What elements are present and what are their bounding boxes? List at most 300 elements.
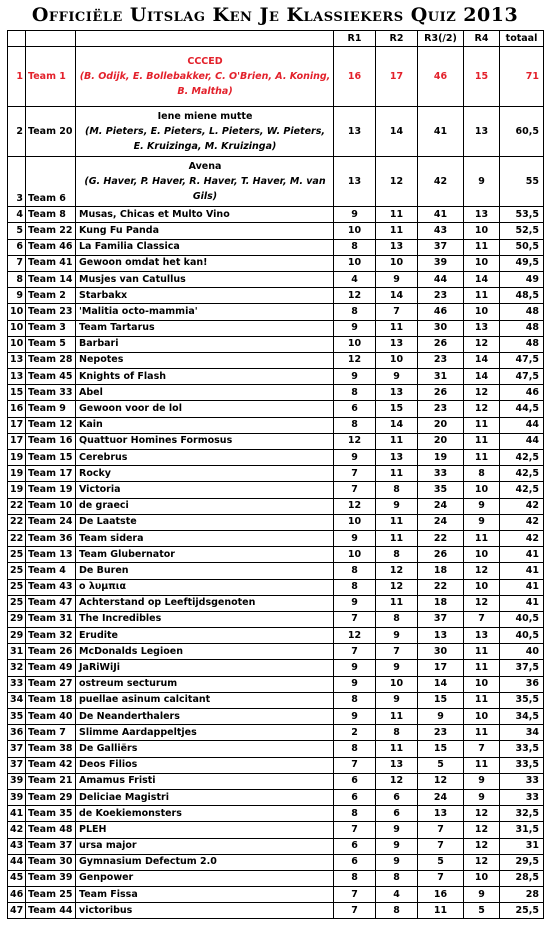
name-cell: Team sidera (76, 530, 334, 546)
name-cell: puellae asinum calcitant (76, 692, 334, 708)
table-row (8, 611, 544, 627)
r1-cell: 10 (334, 255, 376, 271)
r3-cell: 7 (418, 838, 464, 854)
table-row (8, 433, 544, 449)
table-row (8, 725, 544, 741)
r2-cell: 13 (376, 450, 418, 466)
r3-cell: 12 (418, 773, 464, 789)
rank-cell: 46 (8, 887, 26, 903)
rank-cell: 35 (8, 709, 26, 725)
total-cell: 60,5 (500, 107, 544, 157)
total-cell: 40,5 (500, 611, 544, 627)
total-cell: 49 (500, 271, 544, 287)
table-row (8, 255, 544, 271)
total-cell: 44 (500, 417, 544, 433)
total-cell: 34 (500, 725, 544, 741)
table-row (8, 854, 544, 870)
r1-cell: 10 (334, 547, 376, 563)
total-cell: 50,5 (500, 239, 544, 255)
r2-cell: 11 (376, 530, 418, 546)
r4-cell: 10 (464, 709, 500, 725)
r4-cell: 11 (464, 725, 500, 741)
r2-cell: 6 (376, 789, 418, 805)
r2-cell: 8 (376, 903, 418, 919)
r3-cell: 37 (418, 239, 464, 255)
table-row (8, 385, 544, 401)
total-cell: 44,5 (500, 401, 544, 417)
r4-cell: 11 (464, 757, 500, 773)
rank-cell: 32 (8, 660, 26, 676)
total-cell: 41 (500, 547, 544, 563)
table-row (8, 369, 544, 385)
team-cell: Team 9 (26, 401, 76, 417)
rank-cell: 22 (8, 530, 26, 546)
name-cell: Knights of Flash (76, 369, 334, 385)
team-cell: Team 19 (26, 482, 76, 498)
r1-cell: 6 (334, 854, 376, 870)
r2-cell: 13 (376, 336, 418, 352)
r1-cell: 12 (334, 352, 376, 368)
team-cell: Team 35 (26, 806, 76, 822)
r3-cell: 22 (418, 579, 464, 595)
total-cell: 44 (500, 433, 544, 449)
team-name: Iene miene mutte (157, 111, 253, 123)
r4-cell: 11 (464, 433, 500, 449)
r2-cell: 8 (376, 725, 418, 741)
team-cell: Team 38 (26, 741, 76, 757)
total-cell: 36 (500, 676, 544, 692)
rank-cell: 19 (8, 482, 26, 498)
r3-cell: 30 (418, 644, 464, 660)
r1-cell: 9 (334, 320, 376, 336)
r2-cell: 10 (376, 255, 418, 271)
team-members: (M. Pieters, E. Pieters, L. Pieters, W. Pieters, E. Kruizinga, M. Kruizinga) (85, 126, 325, 153)
rank-cell: 29 (8, 628, 26, 644)
total-cell: 37,5 (500, 660, 544, 676)
r3-cell: 17 (418, 660, 464, 676)
r3-cell: 5 (418, 854, 464, 870)
table-row (8, 644, 544, 660)
team-cell: Team 43 (26, 579, 76, 595)
table-row (8, 288, 544, 304)
team-cell: Team 37 (26, 838, 76, 854)
table-row (8, 563, 544, 579)
r2-cell: 9 (376, 838, 418, 854)
r3-cell: 23 (418, 352, 464, 368)
rank-cell: 1 (8, 47, 26, 107)
r2-cell: 9 (376, 854, 418, 870)
total-cell: 34,5 (500, 709, 544, 725)
rank-cell: 5 (8, 223, 26, 239)
team-cell: Team 32 (26, 628, 76, 644)
rank-cell: 37 (8, 741, 26, 757)
r4-cell: 10 (464, 482, 500, 498)
table-row (8, 838, 544, 854)
rank-cell: 45 (8, 870, 26, 886)
rank-cell: 16 (8, 401, 26, 417)
r1-cell: 8 (334, 870, 376, 886)
team-cell: Team 42 (26, 757, 76, 773)
name-cell (76, 47, 334, 107)
r4-cell: 11 (464, 450, 500, 466)
name-cell: Quattuor Homines Formosus (76, 433, 334, 449)
r3-cell: 41 (418, 107, 464, 157)
r1-cell: 8 (334, 563, 376, 579)
team-cell: Team 41 (26, 255, 76, 271)
team-cell: Team 8 (26, 207, 76, 223)
r2-cell: 6 (376, 806, 418, 822)
rank-cell: 39 (8, 789, 26, 805)
r1-cell: 7 (334, 611, 376, 627)
r4-cell: 13 (464, 628, 500, 644)
name-cell: Barbari (76, 336, 334, 352)
r2-cell: 17 (376, 47, 418, 107)
team-cell: Team 36 (26, 530, 76, 546)
r4-cell: 9 (464, 789, 500, 805)
team-cell: Team 10 (26, 498, 76, 514)
name-cell: The Incredibles (76, 611, 334, 627)
r3-cell: 24 (418, 498, 464, 514)
header-total: totaal (500, 31, 544, 47)
r4-cell: 10 (464, 304, 500, 320)
r1-cell: 13 (334, 157, 376, 207)
table-row (8, 676, 544, 692)
r1-cell: 10 (334, 514, 376, 530)
name-cell: Slimme Aardappeltjes (76, 725, 334, 741)
r4-cell: 12 (464, 336, 500, 352)
r1-cell: 10 (334, 223, 376, 239)
r3-cell: 19 (418, 450, 464, 466)
r3-cell: 20 (418, 433, 464, 449)
name-cell: ursa major (76, 838, 334, 854)
team-cell: Team 14 (26, 271, 76, 287)
r1-cell: 9 (334, 595, 376, 611)
r3-cell: 37 (418, 611, 464, 627)
r1-cell: 6 (334, 401, 376, 417)
team-cell: Team 18 (26, 692, 76, 708)
r4-cell: 8 (464, 466, 500, 482)
table-row (8, 271, 544, 287)
team-cell: Team 1 (26, 47, 76, 107)
rank-cell: 8 (8, 271, 26, 287)
name-cell: Team Tartarus (76, 320, 334, 336)
total-cell: 42,5 (500, 466, 544, 482)
table-row (8, 709, 544, 725)
r3-cell: 26 (418, 336, 464, 352)
team-cell: Team 29 (26, 789, 76, 805)
r1-cell: 12 (334, 288, 376, 304)
r3-cell: 39 (418, 255, 464, 271)
rank-cell: 10 (8, 320, 26, 336)
r2-cell: 14 (376, 107, 418, 157)
r4-cell: 12 (464, 401, 500, 417)
total-cell: 40,5 (500, 628, 544, 644)
name-cell: Musjes van Catullus (76, 271, 334, 287)
rank-cell: 33 (8, 676, 26, 692)
r4-cell: 15 (464, 47, 500, 107)
r4-cell: 7 (464, 611, 500, 627)
total-cell: 48 (500, 336, 544, 352)
r1-cell: 16 (334, 47, 376, 107)
name-cell: victoribus (76, 903, 334, 919)
table-row (8, 870, 544, 886)
r1-cell: 13 (334, 107, 376, 157)
r3-cell: 46 (418, 47, 464, 107)
team-members: (B. Odijk, E. Bollebakker, C. O'Brien, A. Koning, B. Maltha) (79, 71, 331, 98)
team-name: CCCED (187, 56, 223, 68)
r3-cell: 7 (418, 870, 464, 886)
rank-cell: 4 (8, 207, 26, 223)
team-cell: Team 4 (26, 563, 76, 579)
r3-cell: 43 (418, 223, 464, 239)
total-cell: 35,5 (500, 692, 544, 708)
r1-cell: 7 (334, 644, 376, 660)
r3-cell: 44 (418, 271, 464, 287)
r3-cell: 24 (418, 789, 464, 805)
r2-cell: 9 (376, 271, 418, 287)
team-members: (G. Haver, P. Haver, R. Haver, T. Haver, M. van Gils) (84, 176, 326, 203)
r1-cell: 12 (334, 628, 376, 644)
total-cell: 28 (500, 887, 544, 903)
table-row (8, 514, 544, 530)
total-cell: 52,5 (500, 223, 544, 239)
team-cell: Team 5 (26, 336, 76, 352)
rank-cell: 22 (8, 514, 26, 530)
r4-cell: 10 (464, 255, 500, 271)
table-row (8, 223, 544, 239)
r2-cell: 11 (376, 320, 418, 336)
r3-cell: 23 (418, 725, 464, 741)
r4-cell: 11 (464, 530, 500, 546)
name-cell: De Laatste (76, 514, 334, 530)
table-row (8, 466, 544, 482)
team-name: Avena (188, 161, 222, 173)
team-cell: Team 30 (26, 854, 76, 870)
r2-cell: 15 (376, 401, 418, 417)
table-row (8, 498, 544, 514)
r2-cell: 4 (376, 887, 418, 903)
team-cell: Team 39 (26, 870, 76, 886)
r4-cell: 11 (464, 417, 500, 433)
r4-cell: 13 (464, 107, 500, 157)
r1-cell: 7 (334, 822, 376, 838)
name-cell: Achterstand op Leeftijdsgenoten (76, 595, 334, 611)
r4-cell: 14 (464, 271, 500, 287)
name-cell: Deos Filios (76, 757, 334, 773)
r1-cell: 8 (334, 579, 376, 595)
r1-cell: 8 (334, 239, 376, 255)
r4-cell: 12 (464, 822, 500, 838)
r1-cell: 10 (334, 336, 376, 352)
total-cell: 42,5 (500, 482, 544, 498)
name-cell: Starbakx (76, 288, 334, 304)
r2-cell: 12 (376, 157, 418, 207)
total-cell: 48,5 (500, 288, 544, 304)
r3-cell: 35 (418, 482, 464, 498)
table-row (8, 401, 544, 417)
team-cell: Team 20 (26, 107, 76, 157)
header-r2: R2 (376, 31, 418, 47)
name-cell: Team Fissa (76, 887, 334, 903)
rank-cell: 34 (8, 692, 26, 708)
r4-cell: 9 (464, 887, 500, 903)
team-cell: Team 46 (26, 239, 76, 255)
r1-cell: 2 (334, 725, 376, 741)
r4-cell: 10 (464, 870, 500, 886)
r2-cell: 12 (376, 579, 418, 595)
table-row (8, 692, 544, 708)
table-row (8, 207, 544, 223)
team-cell: Team 40 (26, 709, 76, 725)
table-row (8, 822, 544, 838)
name-cell: Musas, Chicas et Multo Vino (76, 207, 334, 223)
total-cell: 42,5 (500, 450, 544, 466)
r3-cell: 15 (418, 741, 464, 757)
name-cell: McDonalds Legioen (76, 644, 334, 660)
team-cell: Team 24 (26, 514, 76, 530)
name-cell: de Koekiemonsters (76, 806, 334, 822)
r4-cell: 12 (464, 563, 500, 579)
total-cell: 33 (500, 773, 544, 789)
team-cell: Team 27 (26, 676, 76, 692)
table-row (8, 660, 544, 676)
name-cell (76, 157, 334, 207)
r1-cell: 12 (334, 433, 376, 449)
rank-cell: 25 (8, 547, 26, 563)
name-cell: ostreum secturum (76, 676, 334, 692)
r1-cell: 6 (334, 773, 376, 789)
page-title: Officiële Uitslag Ken Je Klassiekers Quiz 2013 (31, 4, 519, 26)
team-cell: Team 22 (26, 223, 76, 239)
name-cell: Gewoon voor de lol (76, 401, 334, 417)
name-cell: 'Malitia octo-mammia' (76, 304, 334, 320)
rank-cell: 22 (8, 498, 26, 514)
r1-cell: 8 (334, 741, 376, 757)
total-cell: 48 (500, 320, 544, 336)
rank-cell: 25 (8, 579, 26, 595)
r2-cell: 13 (376, 239, 418, 255)
rank-cell: 19 (8, 450, 26, 466)
name-cell: ο λυμπια (76, 579, 334, 595)
r4-cell: 13 (464, 207, 500, 223)
total-cell: 41 (500, 563, 544, 579)
rank-cell: 19 (8, 466, 26, 482)
r4-cell: 12 (464, 385, 500, 401)
r1-cell: 8 (334, 806, 376, 822)
r1-cell: 8 (334, 385, 376, 401)
name-cell (76, 107, 334, 157)
r2-cell: 8 (376, 611, 418, 627)
table-row (8, 806, 544, 822)
r4-cell: 9 (464, 157, 500, 207)
r1-cell: 9 (334, 450, 376, 466)
header-r1: R1 (334, 31, 376, 47)
r1-cell: 7 (334, 482, 376, 498)
total-cell: 40 (500, 644, 544, 660)
r2-cell: 9 (376, 822, 418, 838)
r2-cell: 11 (376, 466, 418, 482)
r3-cell: 24 (418, 514, 464, 530)
total-cell: 41 (500, 579, 544, 595)
table-row (8, 579, 544, 595)
team-cell: Team 6 (26, 157, 76, 207)
r3-cell: 30 (418, 320, 464, 336)
r2-cell: 12 (376, 563, 418, 579)
r1-cell: 8 (334, 417, 376, 433)
r2-cell: 7 (376, 644, 418, 660)
rank-cell: 17 (8, 417, 26, 433)
table-row-top-1 (8, 47, 544, 107)
r2-cell: 11 (376, 741, 418, 757)
r2-cell: 11 (376, 207, 418, 223)
r3-cell: 13 (418, 806, 464, 822)
r2-cell: 9 (376, 628, 418, 644)
total-cell: 42 (500, 498, 544, 514)
team-cell: Team 12 (26, 417, 76, 433)
rank-cell: 6 (8, 239, 26, 255)
name-cell: La Familia Classica (76, 239, 334, 255)
r3-cell: 13 (418, 628, 464, 644)
r4-cell: 5 (464, 903, 500, 919)
r1-cell: 7 (334, 903, 376, 919)
r2-cell: 8 (376, 870, 418, 886)
table-row (8, 741, 544, 757)
r4-cell: 10 (464, 547, 500, 563)
team-cell: Team 2 (26, 288, 76, 304)
team-cell: Team 15 (26, 450, 76, 466)
table-row-top-3 (8, 157, 544, 207)
r1-cell: 9 (334, 660, 376, 676)
r4-cell: 14 (464, 352, 500, 368)
rank-cell: 37 (8, 757, 26, 773)
total-cell: 46 (500, 385, 544, 401)
team-cell: Team 23 (26, 304, 76, 320)
r3-cell: 26 (418, 385, 464, 401)
rank-cell: 7 (8, 255, 26, 271)
r3-cell: 11 (418, 903, 464, 919)
name-cell: Erudite (76, 628, 334, 644)
r2-cell: 11 (376, 595, 418, 611)
team-cell: Team 44 (26, 903, 76, 919)
r2-cell: 7 (376, 304, 418, 320)
name-cell: de graeci (76, 498, 334, 514)
r2-cell: 8 (376, 547, 418, 563)
rank-cell: 15 (8, 385, 26, 401)
r1-cell: 6 (334, 789, 376, 805)
r1-cell: 7 (334, 466, 376, 482)
name-cell: Kain (76, 417, 334, 433)
total-cell: 47,5 (500, 352, 544, 368)
rank-cell: 13 (8, 369, 26, 385)
r3-cell: 5 (418, 757, 464, 773)
r3-cell: 33 (418, 466, 464, 482)
r2-cell: 10 (376, 676, 418, 692)
r4-cell: 10 (464, 676, 500, 692)
table-row (8, 417, 544, 433)
total-cell: 55 (500, 157, 544, 207)
r4-cell: 9 (464, 498, 500, 514)
rank-cell: 44 (8, 854, 26, 870)
r1-cell: 9 (334, 207, 376, 223)
r1-cell: 9 (334, 369, 376, 385)
rank-cell: 13 (8, 352, 26, 368)
header-r4: R4 (464, 31, 500, 47)
name-cell: Gewoon omdat het kan! (76, 255, 334, 271)
r2-cell: 11 (376, 709, 418, 725)
r3-cell: 41 (418, 207, 464, 223)
total-cell: 31,5 (500, 822, 544, 838)
name-cell: Team Glubernator (76, 547, 334, 563)
